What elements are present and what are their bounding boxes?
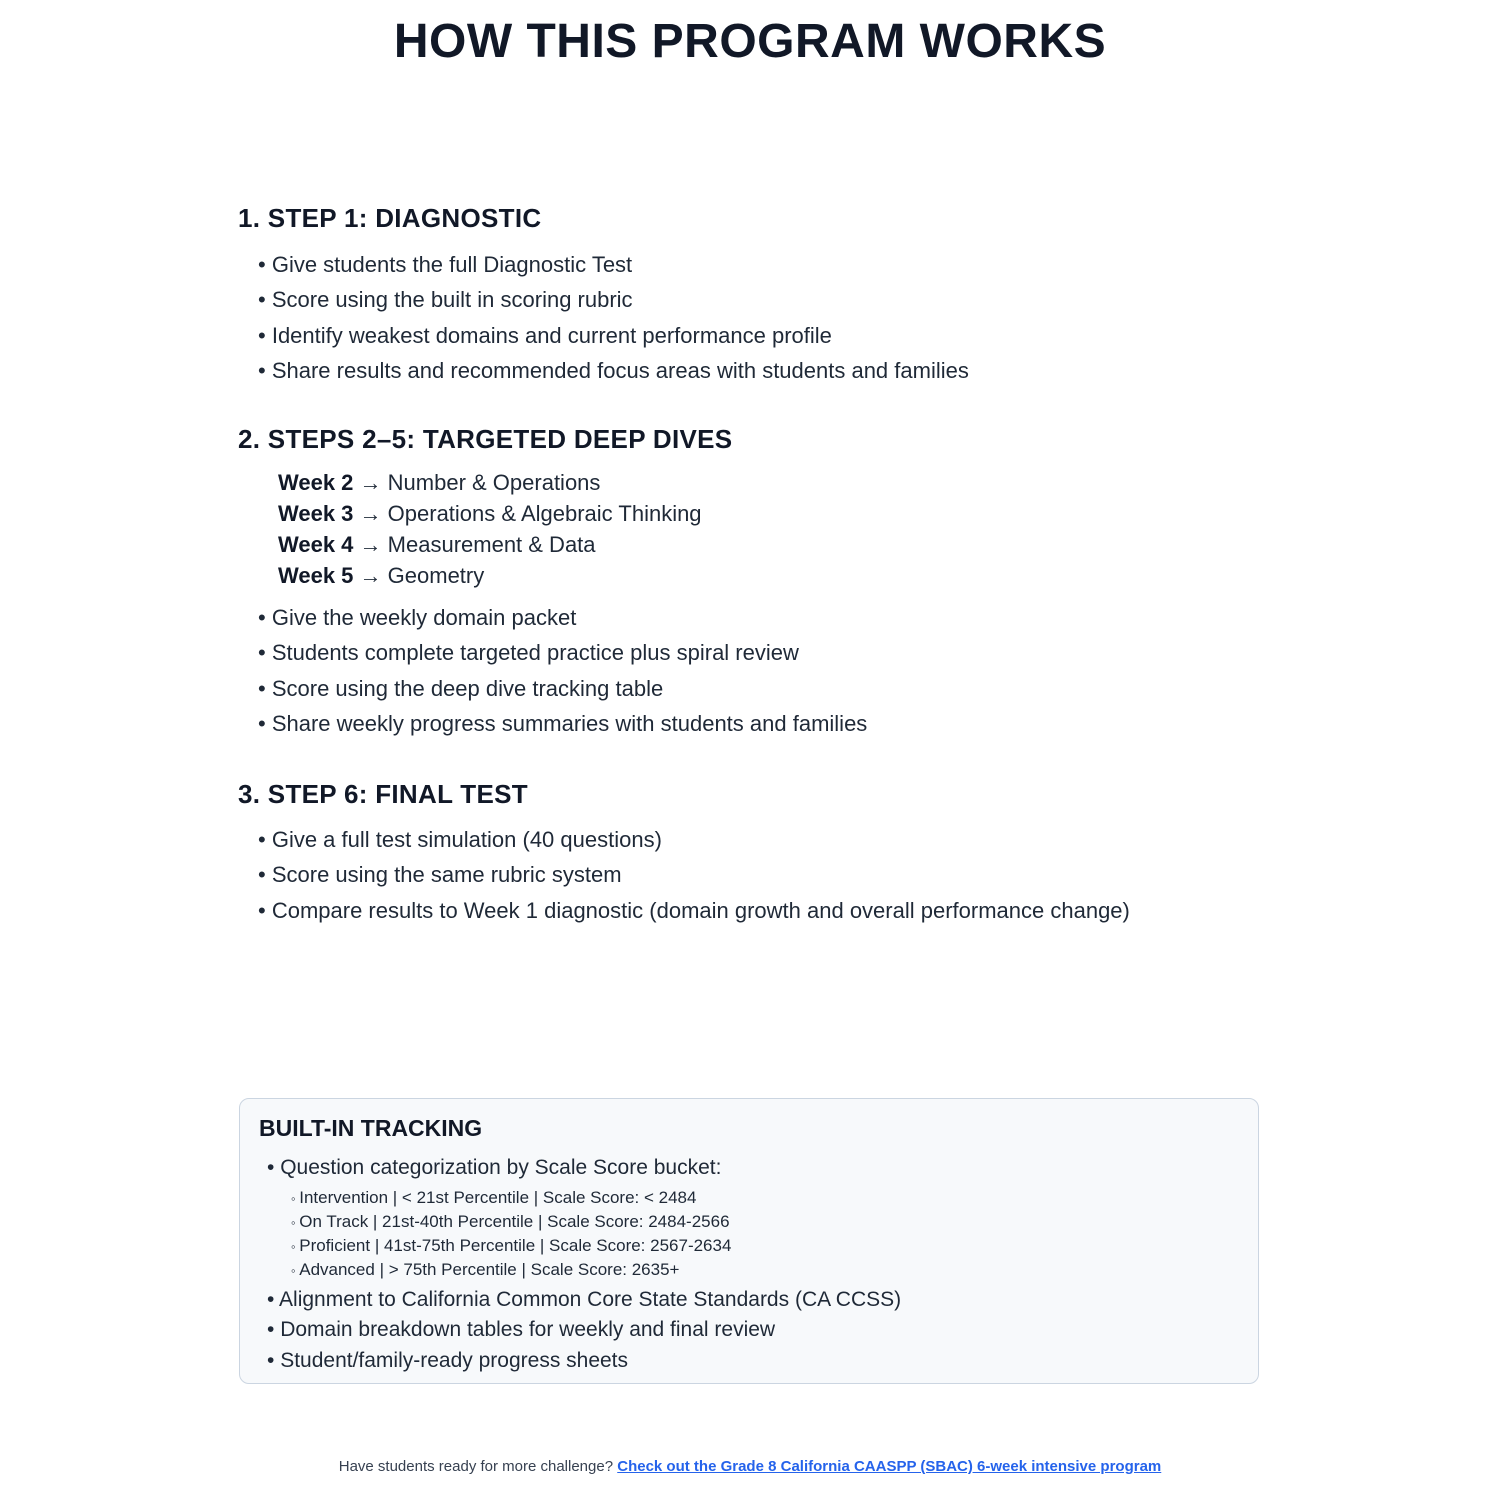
list-item: • Compare results to Week 1 diagnostic (domain growth and overall performance change) [258,893,1130,928]
week-item: Week 3 → Operations & Algebraic Thinking [278,501,702,526]
list-item: • Score using the same rubric system [258,857,1130,892]
grade-8-program-link[interactable]: Check out the Grade 8 California CAASPP (SBAC) 6-week intensive program [617,1458,1162,1475]
list-item: • Students complete targeted practice plus spiral review [258,635,867,670]
list-item: • Alignment to California Common Core State Standards (CA CCSS) [267,1285,901,1316]
bucket-item: ◦ Advanced | > 75th Percentile | Scale Score: 2635+ [291,1258,901,1282]
list-item: • Domain breakdown tables for weekly and final review [267,1315,901,1346]
list-item: • Give a full test simulation (40 questions) [258,822,1130,857]
list-item: • Question categorization by Scale Score bucket: ◦ Intervention | < 21st Percentile | Scale Score: < 2484 ◦ On Track | 21st-40th Percentile | Scale Score: 2484-2566 ◦ Proficient | 41st-75th Percentile | Scale Score: 2567-2634 ◦ Advanced | > 75th Percentile | Scale Score: 2635+ [267,1153,901,1283]
step-2-heading: 2. STEPS 2–5: TARGETED DEEP DIVES [238,424,733,454]
week-schedule [238,467,867,591]
footer [0,1458,1500,1475]
list-item: • Share results and recommended focus areas with students and families [258,353,969,388]
tracking-bullets [267,1153,901,1376]
list-item: • Share weekly progress summaries with students and families [258,706,867,741]
week-item: Week 2 → Number & Operations [278,470,601,495]
list-item: • Score using the built in scoring rubric [258,282,969,317]
step-3-bullets [238,822,1130,928]
list-item: • Score using the deep dive tracking table [258,671,867,706]
footer-text: Have students ready for more challenge? [338,1458,614,1475]
list-item: • Identify weakest domains and current performance profile [258,318,969,353]
list-item: • Give students the full Diagnostic Test [258,247,969,282]
step-1-heading: 1. STEP 1: DIAGNOSTIC [238,203,542,233]
score-buckets [291,1186,901,1283]
step-2-bullets [238,600,867,741]
week-item: Week 5 → Geometry [278,563,485,588]
list-item: • Give the weekly domain packet [258,600,867,635]
step-3-section [238,778,1130,928]
built-in-tracking-box [239,1098,1259,1384]
week-item: Week 4 → Measurement & Data [278,532,596,557]
step-2-section [238,423,867,741]
bucket-item: ◦ On Track | 21st-40th Percentile | Scale Score: 2484-2566 [291,1210,901,1234]
step-1-section [238,202,969,388]
step-1-bullets [238,247,969,388]
list-item: • Student/family-ready progress sheets [267,1346,901,1377]
bucket-item: ◦ Intervention | < 21st Percentile | Scale Score: < 2484 [291,1186,901,1210]
page-title: HOW THIS PROGRAM WORKS [393,15,1107,68]
bucket-item: ◦ Proficient | 41st-75th Percentile | Scale Score: 2567-2634 [291,1234,901,1258]
step-3-heading: 3. STEP 6: FINAL TEST [238,779,528,809]
tracking-heading: BUILT-IN TRACKING [259,1115,483,1141]
